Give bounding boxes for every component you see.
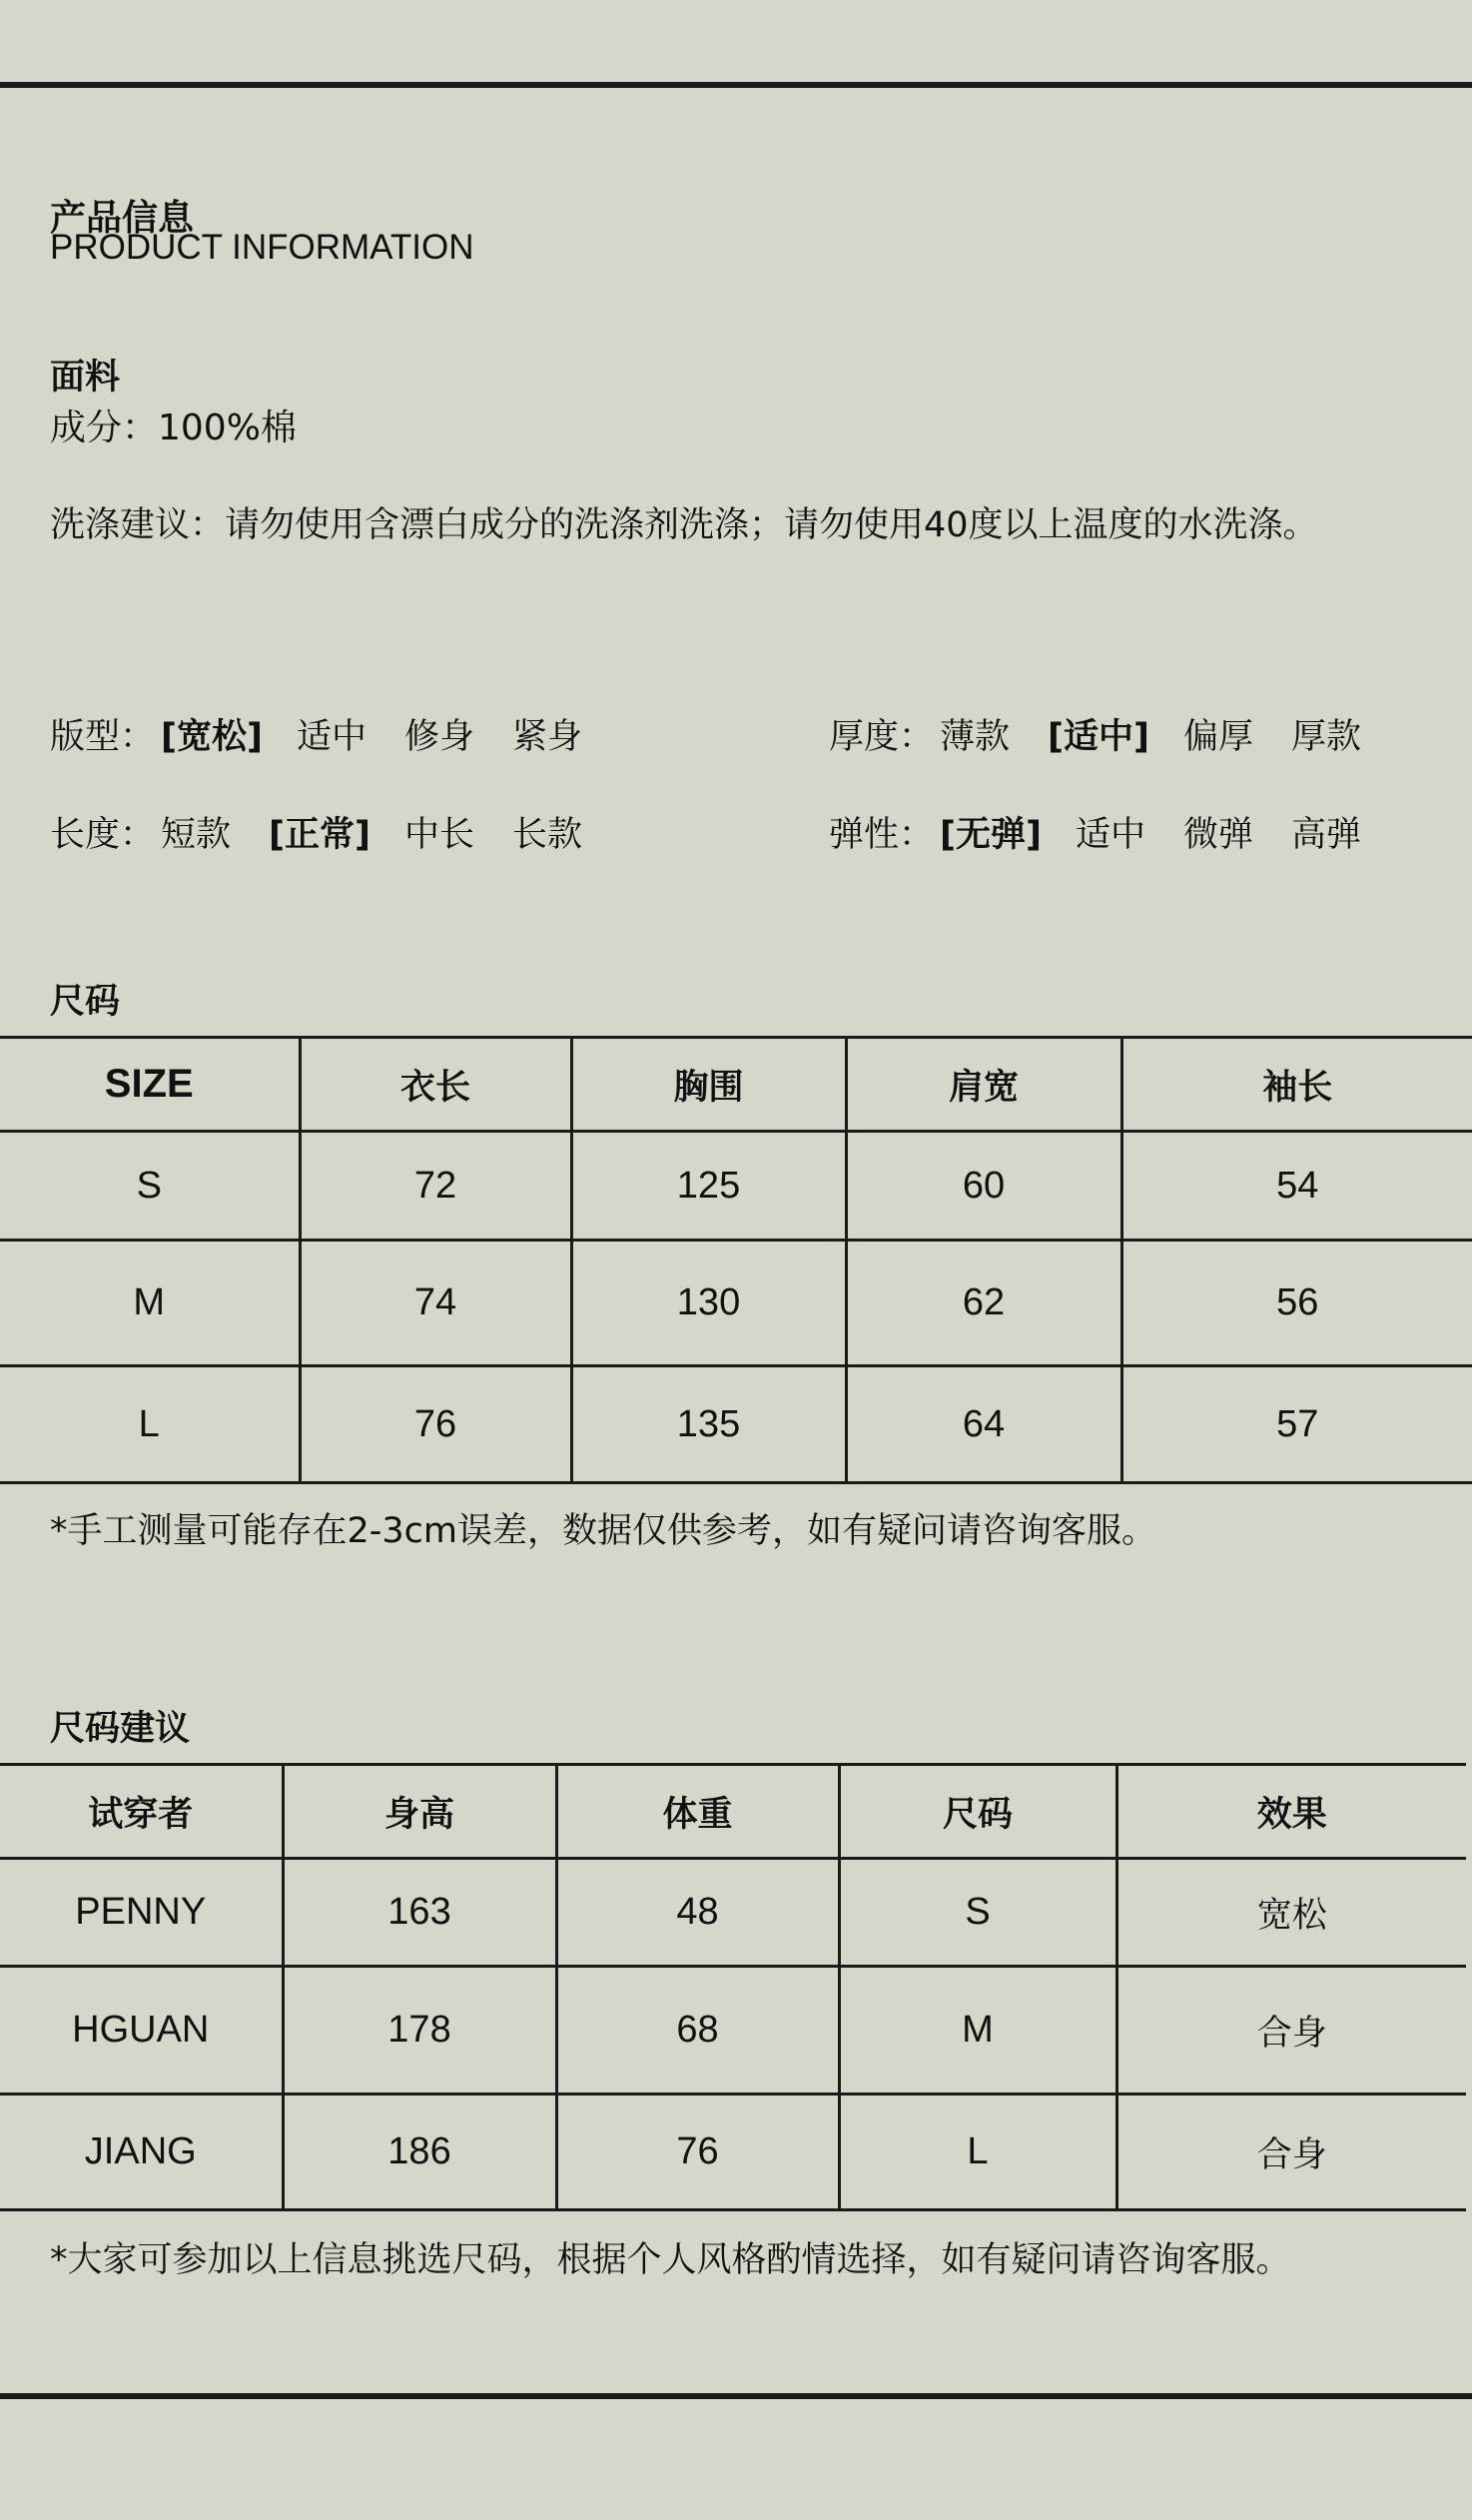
- attr-elasticity-option: 适中: [1076, 815, 1146, 855]
- table-cell: 62: [846, 1241, 1121, 1366]
- table-cell: 57: [1121, 1366, 1472, 1483]
- attr-fit-option: 适中: [297, 717, 368, 757]
- attr-thickness-option: 薄款: [940, 717, 1011, 757]
- table-cell: 186: [283, 2095, 556, 2210]
- table-cell: 74: [300, 1241, 571, 1366]
- attr-fit: [50, 709, 582, 759]
- table-cell: 56: [1121, 1241, 1472, 1366]
- table-cell: 合身: [1116, 2095, 1466, 2210]
- table-row: [0, 1241, 1472, 1366]
- attr-length-option: [正常]: [269, 815, 371, 855]
- table-row: [0, 1859, 1466, 1967]
- wash-instructions: 洗涤建议：请勿使用含漂白成分的洗涤剂洗涤；请勿使用40度以上温度的水洗涤。: [50, 505, 1318, 545]
- table-row: [0, 1366, 1472, 1483]
- attr-fit-option: 紧身: [512, 717, 583, 757]
- table-header-row: [0, 1038, 1472, 1132]
- attr-length: [50, 807, 582, 857]
- attr-thickness-option: 厚款: [1291, 717, 1362, 757]
- size-chart-title: 尺码: [50, 982, 121, 1022]
- column-header: 袖长: [1121, 1038, 1472, 1132]
- table-cell: M: [0, 1241, 300, 1366]
- top-divider: [0, 82, 1472, 88]
- table-cell: 125: [571, 1132, 846, 1241]
- table-row: [0, 2095, 1466, 2210]
- attr-elasticity-option: 高弹: [1291, 815, 1362, 855]
- size-chart-note: *手工测量可能存在2-3cm误差，数据仅供参考，如有疑问请咨询客服。: [50, 1511, 1157, 1551]
- attr-length-label: 长度：: [50, 815, 156, 855]
- attr-fit-label: 版型：: [50, 717, 156, 757]
- size-advice-table: [0, 1763, 1466, 2211]
- fabric-composition: 成分：100%棉: [50, 408, 297, 448]
- attr-elasticity-option: 微弹: [1183, 815, 1254, 855]
- column-header: 身高: [283, 1765, 556, 1859]
- table-cell: HGUAN: [0, 1967, 283, 2095]
- column-header: 胸围: [571, 1038, 846, 1132]
- table-cell: 130: [571, 1241, 846, 1366]
- section-title-cn: 产品信息: [50, 198, 195, 239]
- table-row: [0, 1967, 1466, 2095]
- bottom-divider: [0, 2393, 1472, 2399]
- attr-elasticity-label: 弹性：: [829, 815, 935, 855]
- column-header: 肩宽: [846, 1038, 1121, 1132]
- column-header: 体重: [556, 1765, 839, 1859]
- attr-fit-option: 修身: [404, 717, 475, 757]
- size-chart-table: [0, 1036, 1472, 1484]
- attr-length-option: 长款: [512, 815, 583, 855]
- column-header: 效果: [1116, 1765, 1466, 1859]
- table-cell: 163: [283, 1859, 556, 1967]
- attr-thickness-option: [适中]: [1048, 717, 1150, 757]
- attr-fit-option: [宽松]: [161, 717, 264, 757]
- attr-thickness-option: 偏厚: [1183, 717, 1254, 757]
- table-cell: 135: [571, 1366, 846, 1483]
- table-cell: 76: [300, 1366, 571, 1483]
- column-header: 衣长: [300, 1038, 571, 1132]
- attr-thickness-label: 厚度：: [829, 717, 935, 757]
- column-header: SIZE: [0, 1038, 300, 1132]
- table-cell: S: [0, 1132, 300, 1241]
- fabric-title: 面料: [50, 358, 121, 398]
- table-cell: 64: [846, 1366, 1121, 1483]
- table-cell: L: [839, 2095, 1116, 2210]
- size-advice-note: *大家可参加以上信息挑选尺码，根据个人风格酌情选择，如有疑问请咨询客服。: [50, 2240, 1291, 2280]
- table-cell: S: [839, 1859, 1116, 1967]
- table-cell: PENNY: [0, 1859, 283, 1967]
- table-cell: 178: [283, 1967, 556, 2095]
- table-cell: 72: [300, 1132, 571, 1241]
- table-cell: 54: [1121, 1132, 1472, 1241]
- attr-length-option: 中长: [404, 815, 475, 855]
- table-cell: 合身: [1116, 1967, 1466, 2095]
- table-row: [0, 1132, 1472, 1241]
- table-cell: 60: [846, 1132, 1121, 1241]
- attr-elasticity-option: [无弹]: [940, 815, 1043, 855]
- attr-elasticity: [829, 807, 1361, 857]
- section-title-en: PRODUCT INFORMATION: [50, 228, 474, 267]
- table-cell: JIANG: [0, 2095, 283, 2210]
- table-cell: 宽松: [1116, 1859, 1466, 1967]
- attr-length-option: 短款: [161, 815, 232, 855]
- attr-thickness: [829, 709, 1361, 759]
- size-advice-title: 尺码建议: [50, 1709, 191, 1749]
- column-header: 尺码: [839, 1765, 1116, 1859]
- column-header: 试穿者: [0, 1765, 283, 1859]
- table-cell: M: [839, 1967, 1116, 2095]
- table-cell: L: [0, 1366, 300, 1483]
- table-header-row: [0, 1765, 1466, 1859]
- table-cell: 68: [556, 1967, 839, 2095]
- table-cell: 48: [556, 1859, 839, 1967]
- table-cell: 76: [556, 2095, 839, 2210]
